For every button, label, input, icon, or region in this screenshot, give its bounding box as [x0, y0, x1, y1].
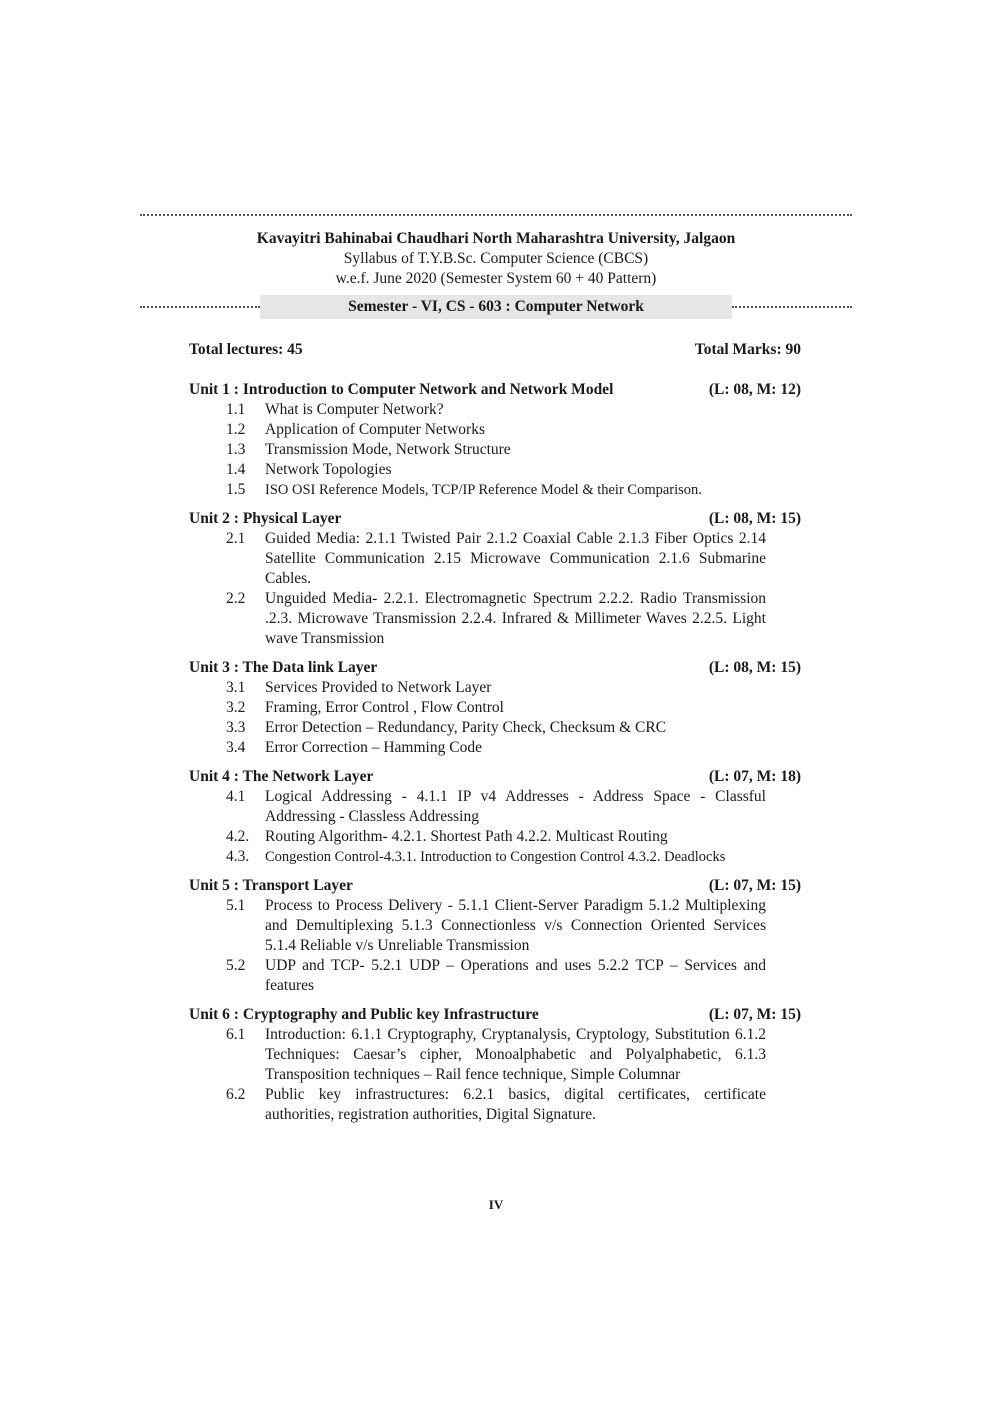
- unit-title: Unit 4 : The Network Layer: [189, 768, 374, 785]
- topic-text: Error Correction – Hamming Code: [265, 739, 482, 756]
- topic-text: Network Topologies: [265, 461, 392, 478]
- unit-title: Unit 2 : Physical Layer: [189, 510, 342, 527]
- unit-title: Unit 3 : The Data link Layer: [189, 659, 378, 676]
- topic-number: 6.1: [226, 1026, 246, 1043]
- total-lectures: Total lectures: 45: [189, 341, 303, 358]
- topic-item: [189, 718, 801, 738]
- topic-text: Unguided Media- 2.2.1. Electromagnetic Spectrum 2.2.2. Radio Transmission .2.3. Microwave Transmission 2.2.4. Infrared & Millimeter Waves 2.2.5. Light wave Transmission: [265, 590, 766, 647]
- topic-number: 3.2: [226, 699, 246, 716]
- unit-lecture-marks: (L: 08, M: 12): [708, 381, 801, 398]
- topic-text: Introduction: 6.1.1 Cryptography, Cryptanalysis, Cryptology, Substitution 6.1.2 Techniques: Caesar’s cipher, Monoalphabetic and Polyalphabetic, 6.1.3 Transposition techniques – Rail fence technique, Simple Columnar: [265, 1026, 766, 1083]
- topic-text: Framing, Error Control , Flow Control: [265, 699, 504, 716]
- unit-title: Unit 1 : Introduction to Computer Network and Network Model: [189, 381, 614, 398]
- unit-lecture-marks: (L: 08, M: 15): [708, 510, 801, 527]
- document-header: [140, 229, 852, 289]
- topic-item: [189, 480, 801, 500]
- topic-number: 1.2: [226, 421, 246, 438]
- topic-text: What is Computer Network?: [265, 401, 444, 418]
- unit-heading: [189, 658, 801, 678]
- topic-text: ISO OSI Reference Models, TCP/IP Reference Model & their Comparison.: [265, 482, 702, 498]
- topic-item: [189, 460, 801, 480]
- topic-item: [189, 827, 801, 847]
- top-dotted-rule: [140, 214, 852, 216]
- topic-number: 1.4: [226, 461, 246, 478]
- topic-item: [189, 956, 801, 996]
- topic-number: 5.2: [226, 957, 246, 974]
- effective-date: w.e.f. June 2020 (Semester System 60 + 40 Pattern): [335, 270, 657, 287]
- topic-number: 4.2.: [226, 828, 250, 845]
- unit-lecture-marks: (L: 07, M: 18): [708, 768, 801, 785]
- topic-item: [189, 529, 801, 589]
- topic-item: [189, 400, 801, 420]
- university-name: Kavayitri Bahinabai Chaudhari North Maharashtra University, Jalgaon: [256, 230, 736, 247]
- topic-item: [189, 1025, 801, 1085]
- topic-item: [189, 787, 801, 827]
- topic-number: 1.5: [226, 481, 246, 498]
- unit-lecture-marks: (L: 07, M: 15): [708, 877, 801, 894]
- topic-number: 3.1: [226, 679, 246, 696]
- unit-3: [189, 658, 801, 758]
- unit-6: [189, 1005, 801, 1125]
- topic-number: 1.1: [226, 401, 246, 418]
- topic-item: [189, 678, 801, 698]
- topic-item: [189, 420, 801, 440]
- unit-lecture-marks: (L: 08, M: 15): [708, 659, 801, 676]
- topic-item: [189, 440, 801, 460]
- topic-number: 3.4: [226, 739, 246, 756]
- topic-text: Congestion Control-4.3.1. Introduction to Congestion Control 4.3.2. Deadlocks: [265, 849, 726, 865]
- page-number: IV: [488, 1197, 504, 1212]
- unit-2: [189, 509, 801, 649]
- topic-item: [189, 738, 801, 758]
- left-dotted-rule: [140, 306, 260, 308]
- totals-row: [189, 340, 801, 360]
- right-dotted-rule: [732, 306, 852, 308]
- topic-text: Routing Algorithm- 4.2.1. Shortest Path 4.2.2. Multicast Routing: [265, 828, 668, 845]
- topic-text: Logical Addressing - 4.1.1 IP v4 Addresses - Address Space - Classful Addressing - Classless Addressing: [265, 788, 766, 825]
- topic-item: [189, 698, 801, 718]
- topic-number: 2.1: [226, 530, 246, 547]
- unit-1: [189, 380, 801, 500]
- topic-number: 2.2: [226, 590, 246, 607]
- topic-text: Process to Process Delivery - 5.1.1 Client-Server Paradigm 5.1.2 Multiplexing and Demultiplexing 5.1.3 Connectionless v/s Connection Oriented Services 5.1.4 Reliable v/s Unreliable Transmission: [265, 897, 766, 954]
- unit-heading: [189, 876, 801, 896]
- topic-number: 4.1: [226, 788, 246, 805]
- topic-text: Error Detection – Redundancy, Parity Check, Checksum & CRC: [265, 719, 667, 736]
- unit-heading: [189, 767, 801, 787]
- topic-text: Application of Computer Networks: [265, 421, 485, 438]
- unit-lecture-marks: (L: 07, M: 15): [708, 1006, 801, 1023]
- topic-number: 4.3.: [226, 848, 250, 865]
- topic-number: 1.3: [226, 441, 246, 458]
- topic-item: [189, 589, 801, 649]
- topic-text: Public key infrastructures: 6.2.1 basics, digital certificates, certificate authorities, registration authorities, Digital Signature.: [265, 1086, 766, 1123]
- syllabus-content: [189, 340, 801, 1125]
- total-marks: Total Marks: 90: [694, 341, 801, 358]
- topic-text: UDP and TCP- 5.2.1 UDP – Operations and uses 5.2.2 TCP – Services and features: [265, 957, 766, 994]
- syllabus-title: Syllabus of T.Y.B.Sc. Computer Science (CBCS): [343, 250, 649, 267]
- unit-heading: [189, 380, 801, 400]
- unit-heading: [189, 509, 801, 529]
- unit-5: [189, 876, 801, 996]
- topic-item: [189, 896, 801, 956]
- topic-number: 5.1: [226, 897, 246, 914]
- topic-text: Guided Media: 2.1.1 Twisted Pair 2.1.2 Coaxial Cable 2.1.3 Fiber Optics 2.14 Satellite Communication 2.15 Microwave Communication 2.1.6 Submarine Cables.: [265, 530, 766, 587]
- topic-item: [189, 847, 801, 867]
- unit-title: Unit 6 : Cryptography and Public key Infrastructure: [189, 1006, 539, 1023]
- topic-number: 3.3: [226, 719, 246, 736]
- unit-heading: [189, 1005, 801, 1025]
- topic-item: [189, 1085, 801, 1125]
- topic-text: Services Provided to Network Layer: [265, 679, 492, 696]
- semester-banner: Semester - VI, CS - 603 : Computer Network: [260, 295, 732, 319]
- unit-title: Unit 5 : Transport Layer: [189, 877, 353, 894]
- topic-text: Transmission Mode, Network Structure: [265, 441, 511, 458]
- topic-number: 6.2: [226, 1086, 246, 1103]
- unit-4: [189, 767, 801, 867]
